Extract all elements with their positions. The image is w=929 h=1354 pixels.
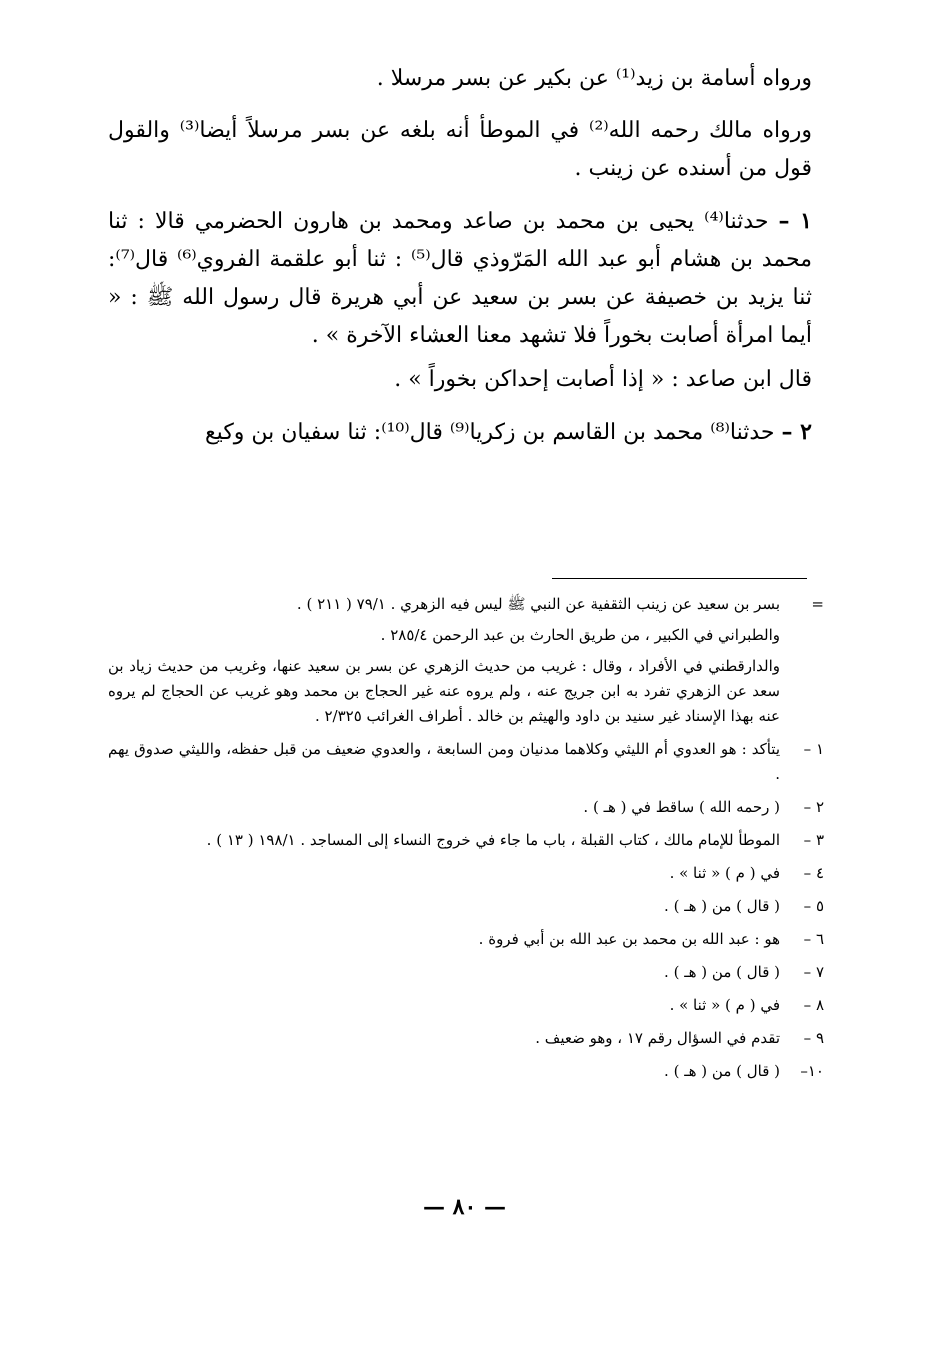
- footnote-marker: [780, 654, 824, 729]
- hadith-1: [108, 202, 812, 355]
- footnote-text: هو : عبد الله بن محمد بن عبد الله بن أبي فروة .: [478, 930, 780, 948]
- footnote-text: بسر بن سعيد عن زينب الثقفية عن النبي ﷺ ليس فيه الزهري . ٧٩/١ ( ٢١١ ) .: [296, 595, 780, 613]
- footnote-item: [108, 737, 824, 787]
- footnote-text: ( قال ) من ( هـ ) .: [664, 1062, 780, 1080]
- footnote-text: ( قال ) من ( هـ ) .: [664, 963, 780, 981]
- footnote-item: [108, 592, 824, 617]
- footnote-text: والطبراني في الكبير ، من طريق الحارث بن عبد الرحمن ٢٨٥/٤ .: [380, 626, 780, 644]
- footnote-marker: ٦ –: [803, 930, 824, 948]
- footnote-item: [108, 960, 824, 985]
- footnote-text: ( رحمه الله ) ساقط في ( هـ ) .: [583, 798, 780, 816]
- footnote-marker: [780, 623, 824, 648]
- footnote-text: في ( م ) « ثنا » .: [669, 864, 780, 882]
- footnote-text: الموطأ للإمام مالك ، كتاب القبلة ، باب ما جاء في خروج النساء إلى المساجد . ١٩٨/١ ( ١٣ ) .: [206, 831, 780, 849]
- main-text: [108, 60, 812, 466]
- paragraph-2: ورواه مالك رحمه الله⁽²⁾ في الموطأ أنه بلغه عن بسر مرسلاً أيضا⁽³⁾ والقول قول من أسنده عن زينب .: [108, 118, 813, 181]
- footnote-marker: ٢ –: [803, 798, 824, 816]
- hadith-number-1: ١ –: [778, 208, 812, 234]
- paragraph-4: قال ابن صاعد : « إذا أصابت إحداكن بخوراً » .: [394, 367, 812, 392]
- footnote-item: [108, 927, 824, 952]
- footnote-item: [108, 894, 824, 919]
- footnote-item: [108, 623, 824, 648]
- footnote-item: [108, 1026, 824, 1051]
- footnote-marker: ٨ –: [803, 996, 824, 1014]
- footnote-marker: ١٠–: [800, 1062, 824, 1080]
- footnote-text: تقدم في السؤال رقم ١٧ ، وهو ضعيف .: [535, 1029, 780, 1047]
- paragraph-1: ورواه أسامة بن زيد⁽¹⁾ عن بكير عن بسر مرسلا .: [376, 66, 812, 91]
- hadith-number-2: ٢ –: [781, 419, 812, 445]
- footnote-text: والدارقطني في الأفراد ، وقال : غريب من حديث الزهري عن بسر بن سعيد عنها، وغريب من حديث زياد بن سعد عن الزهري تفرد به ابن جريج عنه ، ولم يروه عنه غير الحجاج بن محمد وهو غريب عن الحجاج لم يروه عنه بهذا الإسناد غير سنيد بن داود والهيثم بن خالد . أطراف الغرائب ٢/٣٢٥ .: [108, 657, 780, 725]
- footnote-item: [108, 861, 824, 886]
- footnotes: [108, 592, 824, 1092]
- footnote-item: [108, 795, 824, 820]
- hadith-2-text: حدثنا⁽⁸⁾ محمد بن القاسم بن زكريا⁽⁹⁾ قال⁽¹⁰⁾: ثنا سفيان بن وكيع: [204, 420, 775, 445]
- footnote-item: [108, 1059, 824, 1084]
- footnote-marker: ٧ –: [803, 963, 824, 981]
- footnote-marker: ٤ –: [803, 864, 824, 882]
- footnote-item: [108, 654, 824, 729]
- hadith-2: [108, 413, 812, 452]
- footnote-item: [108, 993, 824, 1018]
- footnote-marker: ١ –: [803, 740, 824, 758]
- footnote-separator: [552, 578, 807, 579]
- footnote-text: في ( م ) « ثنا » .: [669, 996, 780, 1014]
- hadith-1-text: حدثنا⁽⁴⁾ يحيى بن محمد بن صاعد ومحمد بن هارون الحضرمي قالا : ثنا محمد بن هشام أبو عبد الله المَرّوذي قال⁽⁵⁾ : ثنا أبو علقمة الفروي⁽⁶⁾ قال⁽⁷⁾: ثنا يزيد بن خصيفة عن بسر بن سعيد عن أبي هريرة قال رسول الله ﷺ : « أيما امرأة أصابت بخوراً فلا تشهد معنا العشاء الآخرة » .: [108, 209, 812, 348]
- footnote-marker: ٩ –: [803, 1029, 824, 1047]
- footnote-marker: ٥ –: [803, 897, 824, 915]
- footnote-marker: ٣ –: [803, 831, 824, 849]
- page-number: — ٨٠ —: [423, 1194, 506, 1220]
- footnote-item: [108, 828, 824, 853]
- footnote-text: يتأكد : هو العدوي أم الليثي وكلاهما مدنيان ومن السابعة ، والعدوي ضعيف من قبل حفظه، والليثي صدوق يهم .: [108, 740, 780, 783]
- footnote-text: ( قال ) من ( هـ ) .: [664, 897, 780, 915]
- footnote-marker: =: [811, 595, 824, 613]
